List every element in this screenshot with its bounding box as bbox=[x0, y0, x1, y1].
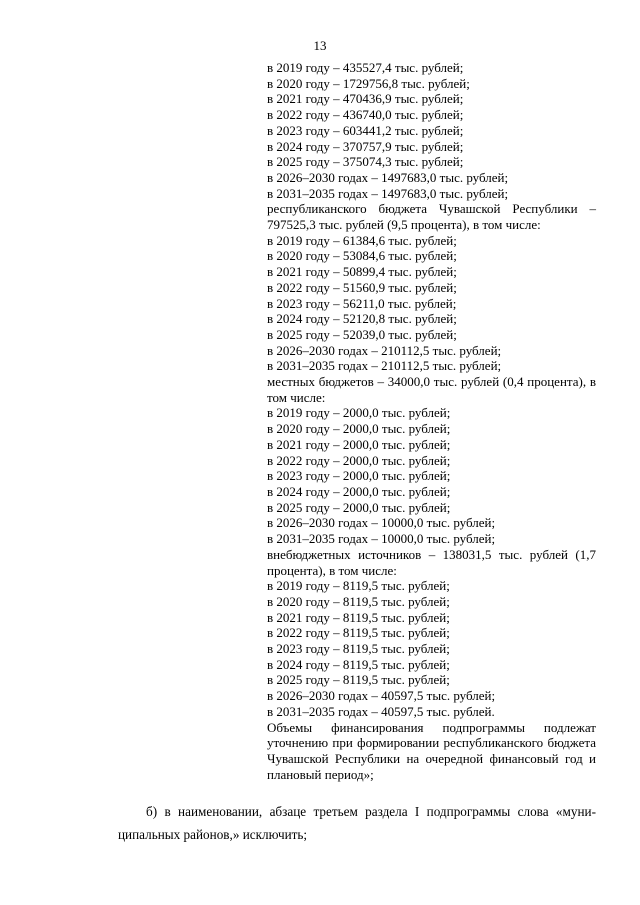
financing-line: в 2031–2035 годах – 40597,5 тыс. рублей. bbox=[267, 703, 495, 719]
total-financing-lines bbox=[267, 60, 596, 201]
financing-line: в 2026–2030 годах – 40597,5 тыс. рублей; bbox=[267, 688, 496, 704]
financing-line: в 2019 году – 435527,4 тыс. рублей; bbox=[267, 60, 464, 75]
financing-line: в 2025 году – 52039,0 тыс. рублей; bbox=[267, 326, 457, 342]
republican-budget-lines bbox=[267, 233, 596, 374]
financing-line: в 2024 году – 2000,0 тыс. рублей; bbox=[267, 483, 451, 499]
financing-line: в 2024 году – 370757,9 тыс. рублей; bbox=[267, 138, 464, 154]
financing-line: в 2031–2035 годах – 1497683,0 тыс. рублей; bbox=[267, 185, 509, 201]
financing-line: в 2025 году – 8119,5 тыс. рублей; bbox=[267, 672, 450, 688]
extrabudgetary-heading: внебюджетных источников – 138031,5 тыс. рублей (1,7 процента), в том числе: bbox=[267, 546, 596, 578]
financing-line: в 2022 году – 436740,0 тыс. рублей; bbox=[267, 107, 464, 123]
financing-line: в 2026–2030 годах – 1497683,0 тыс. рублей; bbox=[267, 169, 509, 185]
financing-line: в 2031–2035 годах – 210112,5 тыс. рублей; bbox=[267, 358, 502, 374]
financing-line: в 2025 году – 2000,0 тыс. рублей; bbox=[267, 499, 451, 515]
republican-budget-heading: республиканского бюджета Чувашской Республики – 797525,3 тыс. рублей (9,5 процента), в том числе: bbox=[267, 201, 596, 233]
financing-line: в 2022 году – 2000,0 тыс. рублей; bbox=[267, 452, 451, 468]
local-budget-lines bbox=[267, 405, 596, 546]
financing-line: в 2020 году – 8119,5 тыс. рублей; bbox=[267, 593, 450, 609]
page-number: 13 bbox=[313, 38, 327, 53]
financing-line: в 2019 году – 61384,6 тыс. рублей; bbox=[267, 232, 457, 248]
local-budget-heading: местных бюджетов – 34000,0 тыс. рублей (0,4 процента), в том числе: bbox=[267, 374, 596, 405]
financing-line: в 2019 году – 8119,5 тыс. рублей; bbox=[267, 578, 450, 594]
financing-line: в 2021 году – 2000,0 тыс. рублей; bbox=[267, 436, 451, 452]
financing-line: в 2023 году – 603441,2 тыс. рублей; bbox=[267, 122, 464, 138]
financing-line: в 2020 году – 53084,6 тыс. рублей; bbox=[267, 248, 457, 264]
financing-line: в 2023 году – 56211,0 тыс. рублей; bbox=[267, 295, 457, 311]
financing-line: в 2022 году – 51560,9 тыс. рублей; bbox=[267, 279, 457, 295]
financing-line: в 2024 году – 52120,8 тыс. рублей; bbox=[267, 311, 457, 327]
financing-line: в 2019 году – 2000,0 тыс. рублей; bbox=[267, 405, 451, 421]
financing-line: в 2023 году – 8119,5 тыс. рублей; bbox=[267, 641, 450, 657]
financing-column bbox=[267, 60, 596, 782]
financing-line: в 2020 году – 1729756,8 тыс. рублей; bbox=[267, 75, 470, 91]
financing-line: в 2021 году – 50899,4 тыс. рублей; bbox=[267, 264, 457, 280]
financing-line: в 2025 году – 375074,3 тыс. рублей; bbox=[267, 154, 464, 170]
financing-line: в 2023 году – 2000,0 тыс. рублей; bbox=[267, 468, 451, 484]
financing-line: в 2024 году – 8119,5 тыс. рублей; bbox=[267, 656, 450, 672]
financing-line: в 2021 году – 8119,5 тыс. рублей; bbox=[267, 609, 450, 625]
financing-line: в 2020 году – 2000,0 тыс. рублей; bbox=[267, 421, 451, 437]
financing-line: в 2026–2030 годах – 210112,5 тыс. рублей; bbox=[267, 342, 502, 358]
financing-line: в 2031–2035 годах – 10000,0 тыс. рублей; bbox=[267, 531, 496, 547]
amendment-paragraph-b: б) в наименовании, абзаце третьем раздела I подпрограммы слова «муниципальных районов,» исключить; bbox=[118, 804, 596, 842]
financing-closing-note: Объемы финансирования подпрограммы подлежат уточнению при формировании республиканского бюджета Чувашской Республики на очередной финансовый год и плановый период»; bbox=[267, 719, 596, 782]
financing-line: в 2021 году – 470436,9 тыс. рублей; bbox=[267, 91, 464, 107]
extrabudgetary-lines bbox=[267, 578, 596, 719]
financing-line: в 2026–2030 годах – 10000,0 тыс. рублей; bbox=[267, 515, 496, 531]
financing-line: в 2022 году – 8119,5 тыс. рублей; bbox=[267, 625, 450, 641]
